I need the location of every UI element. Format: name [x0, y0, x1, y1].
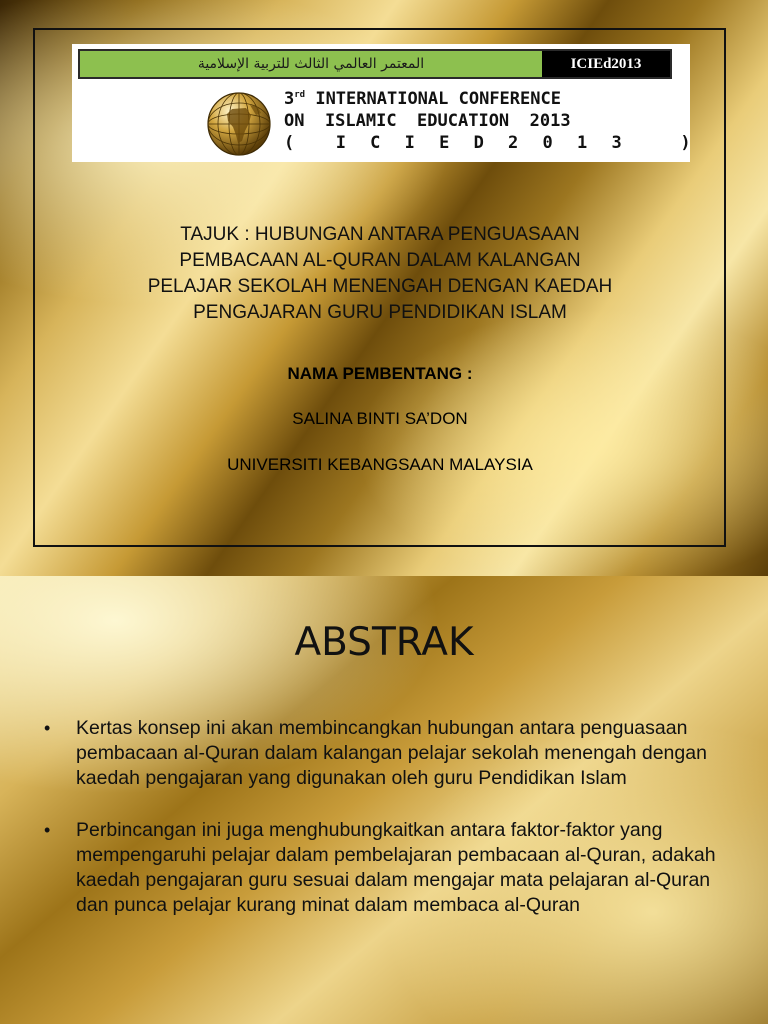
abstract-bullet — [44, 716, 734, 791]
title-line: PENGAJARAN GURU PENDIDIKAN ISLAM — [193, 302, 567, 323]
ordinal-number: 3 — [284, 89, 295, 109]
abstract-bullet-text: Kertas konsep ini akan membincangkan hubungan antara penguasaan pembacaan al-Quran dalam kalangan pelajar sekolah menengah dengan kaedah pengajaran yang digunakan oleh guru Pendidikan Islam — [76, 717, 707, 789]
abstract-slide — [0, 576, 768, 1024]
conference-banner — [72, 44, 698, 162]
globe-icon — [206, 91, 272, 157]
abstract-bullet — [44, 818, 734, 918]
abstract-bullet-text: Perbincangan ini juga menghubungkaitkan antara faktor-faktor yang mempengaruhi pelajar dalam pembelajaran pembacaan al-Quran, adakah kaedah pengajaran guru sesuai dalam mengajar mata pelajaran al-Quran dan punca pelajar kurang minat dalam membaca al-Quran — [76, 819, 716, 916]
conference-line-3: ( I C I E D 2 0 1 3 ) — [284, 133, 698, 153]
conference-line-2: ON ISLAMIC EDUCATION 2013 — [284, 111, 571, 131]
presenter-name: SALINA BINTI SA’DON — [292, 409, 468, 428]
presentation-title — [100, 222, 660, 326]
banner-header-bar — [78, 49, 672, 79]
conference-acronym: ICIEd2013 — [542, 51, 670, 77]
title-line: PELAJAR SEKOLAH MENENGAH DENGAN KAEDAH — [147, 276, 613, 297]
abstract-bullet-list — [44, 716, 734, 945]
presenter-affiliation: UNIVERSITI KEBANGSAAN MALAYSIA — [227, 455, 533, 474]
title-line: TAJUK : HUBUNGAN ANTARA PENGUASAAN — [180, 224, 580, 245]
conference-name-block — [284, 84, 698, 154]
bullet-glyph: • — [44, 820, 51, 840]
ordinal-suffix: rd — [294, 90, 306, 100]
abstract-heading: ABSTRAK — [294, 620, 474, 665]
conference-line-1 — [284, 84, 561, 110]
title-line: PEMBACAAN AL-QURAN DALAM KALANGAN — [179, 250, 581, 271]
presenter-label: NAMA PEMBENTANG : — [287, 364, 473, 383]
arabic-conference-title: المعتمر العالمي الثالث للتربية الإسلامية — [197, 56, 425, 72]
bullet-glyph: • — [44, 718, 51, 738]
conference-line-1-text: INTERNATIONAL CONFERENCE — [305, 89, 561, 109]
